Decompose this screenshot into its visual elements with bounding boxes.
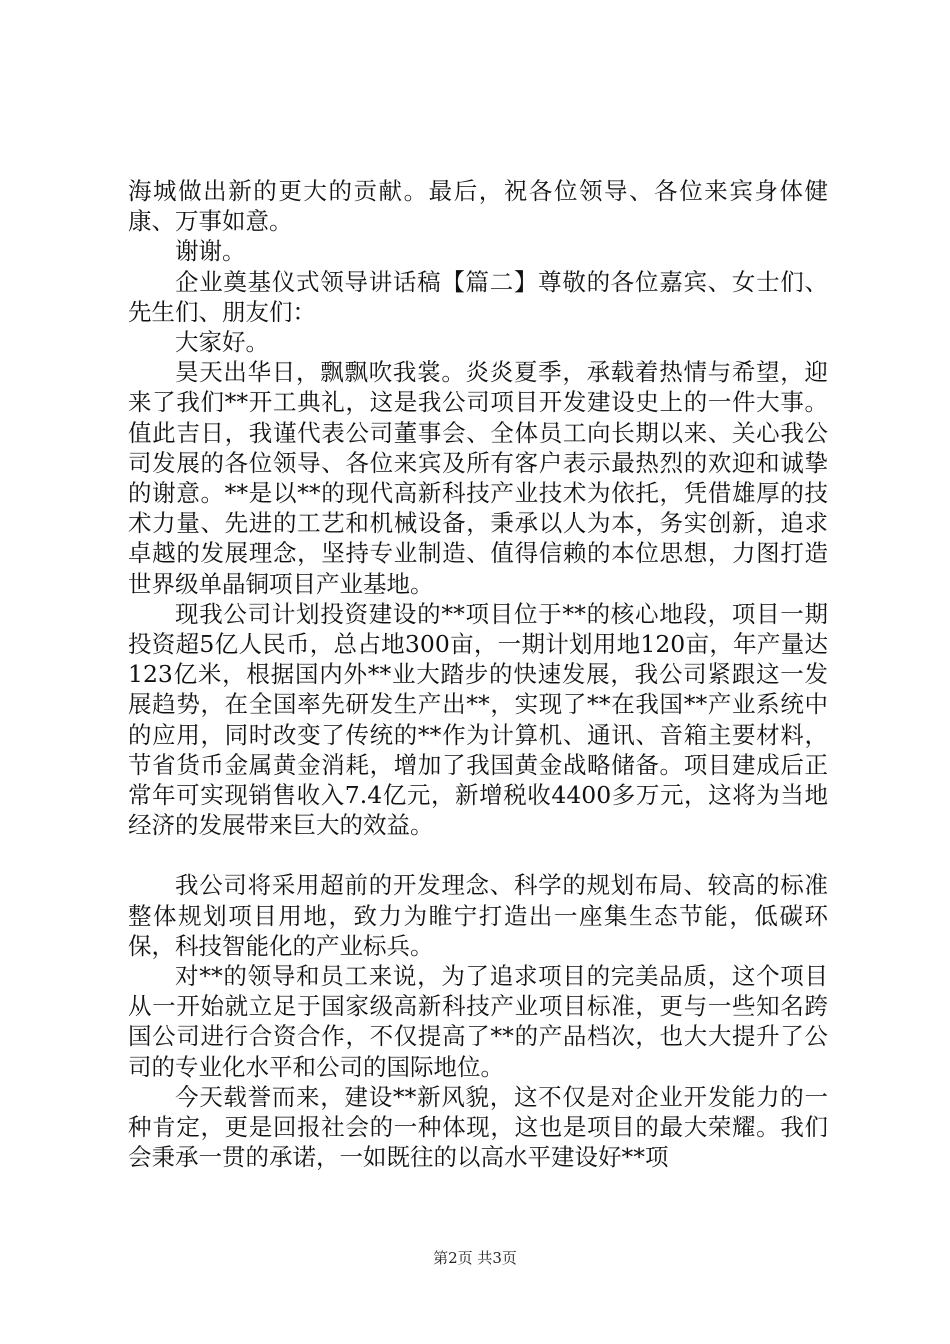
page-number-footer: 第2页 共3页 xyxy=(433,1249,517,1267)
paragraph-section-title: 企业奠基仪式领导讲话稿【篇二】尊敬的各位嘉宾、女士们、先生们、朋友们： xyxy=(128,267,828,326)
paragraph-thanks: 谢谢。 xyxy=(175,237,246,266)
paragraph-greeting: 大家好。 xyxy=(175,328,269,357)
paragraph-continuation: 海城做出新的更大的贡献。最后，祝各位领导、各位来宾身体健康、万事如意。 xyxy=(128,177,828,236)
paragraph-project-intro: 现我公司计划投资建设的**项目位于**的核心地段，项目一期投资超5亿人民币，总占地300亩，一期计划用地120亩，年产量达123亿米，根据国内外**业大踏步的快速发展，我公司紧跟这一发展趋势，在全国率先研发生产出**，实现了**在我国**产业系统中的应用，同时改变了传统的**作为计算机、通讯、音箱主要材料，节省货币金属黄金消耗，增加了我国黄金战略储备。项目建成后正常年可实现销售收入7.4亿元，新增税收4400多万元，这将为当地经济的发展带来巨大的效益。 xyxy=(128,599,828,840)
paragraph-closing: 今天载誉而来，建设**新风貌，这不仅是对企业开发能力的一种肯定，更是回报社会的一种体现，这也是项目的最大荣耀。我们会秉承一贯的承诺，一如既往的以高水平建设好**项 xyxy=(128,1082,828,1172)
paragraph-opening: 昊天出华日，飘飘吹我裳。炎炎夏季，承载着热情与希望，迎来了我们**开工典礼，这是我公司项目开发建设史上的一件大事。值此吉日，我谨代表公司董事会、全体员工向长期以来、关心我公司发展的各位领导、各位来宾及所有客户表示最热烈的欢迎和诚挚的谢意。**是以**的现代高新科技产业技术为依托，凭借雄厚的技术力量、先进的工艺和机械设备，秉承以人为本，务实创新，追求卓越的发展理念，坚持专业制造、值得信赖的本位思想，力图打造世界级单晶铜项目产业基地。 xyxy=(128,358,828,598)
document-body xyxy=(128,176,828,1173)
paragraph-planning: 我公司将采用超前的开发理念、科学的规划布局、较高的标准整体规划项目用地，致力为睢宁打造出一座集生态节能，低碳环保，科技智能化的产业标兵。 xyxy=(128,871,828,960)
paragraph-quality: 对**的领导和员工来说，为了追求项目的完美品质，这个项目从一开始就立足于国家级高新科技产业项目标准，更与一些知名跨国公司进行合资合作，不仅提高了**的产品档次，也大大提升了公司的专业化水平和公司的国际地位。 xyxy=(128,962,828,1081)
